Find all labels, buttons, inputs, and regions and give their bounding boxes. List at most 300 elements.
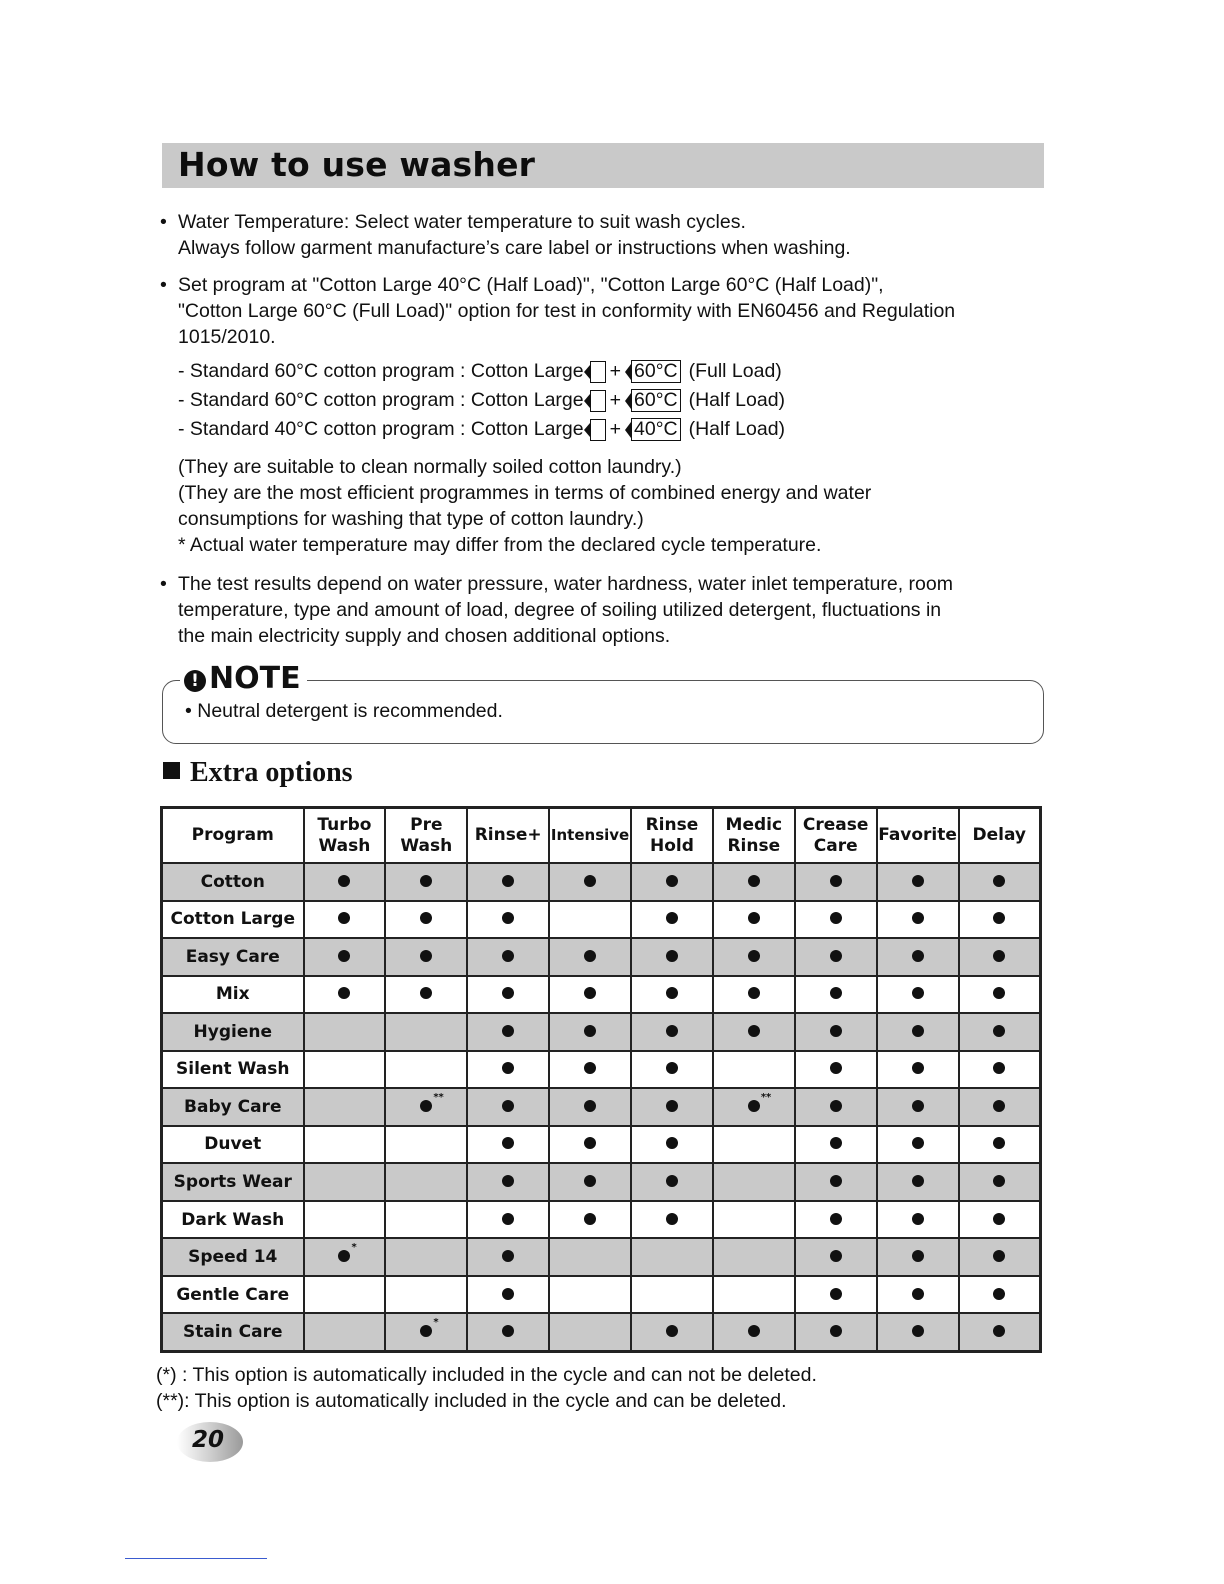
- option-cell: [385, 938, 467, 976]
- option-cell: [467, 1051, 549, 1089]
- option-cell: [959, 1088, 1041, 1126]
- option-cell: [549, 863, 631, 901]
- bullet-text: Set program at "Cotton Large 40°C (Half Load)", "Cotton Large 60°C (Half Load)",: [178, 274, 884, 296]
- bullet-text: "Cotton Large 60°C (Full Load)" option for test in conformity with EN60456 and Regulation: [178, 300, 956, 322]
- note-title: NOTE: [209, 661, 301, 696]
- available-dot-icon: [993, 1325, 1005, 1337]
- option-cell: [304, 901, 386, 939]
- available-dot-icon: [912, 912, 924, 924]
- available-dot-icon: [993, 1213, 1005, 1225]
- plus-sign: +: [609, 389, 621, 411]
- bullet-dot: •: [160, 274, 167, 296]
- option-cell: [959, 1163, 1041, 1201]
- option-cell: [385, 1051, 467, 1089]
- program-button-icon: [590, 361, 606, 383]
- option-cell: [713, 1238, 795, 1276]
- program-button-icon: [590, 390, 606, 412]
- bullet-test-results: [160, 571, 1050, 649]
- program-name: Cotton: [162, 863, 304, 901]
- table-row: [162, 1013, 1041, 1051]
- option-cell: [795, 863, 877, 901]
- option-cell: [549, 1163, 631, 1201]
- bullet-text: temperature, type and amount of load, degree of soiling utilized detergent, fluctuations in: [178, 599, 942, 621]
- note-heading: [180, 661, 307, 697]
- option-cell: [467, 901, 549, 939]
- option-cell: [549, 1313, 631, 1351]
- available-dot-icon: [666, 950, 678, 962]
- program-button-icon: [590, 419, 606, 441]
- available-dot-icon: [420, 1317, 439, 1337]
- option-cell: [631, 1163, 713, 1201]
- bullet-text: Water Temperature: Select water temperature to suit wash cycles.: [178, 211, 746, 233]
- load-label: (Half Load): [688, 389, 786, 411]
- option-cell: [385, 1238, 467, 1276]
- column-header: [631, 808, 713, 864]
- page-number: 20: [192, 1427, 225, 1453]
- available-dot-icon: [748, 1325, 760, 1337]
- column-header-line1: Crease: [802, 814, 869, 835]
- option-cell: [713, 938, 795, 976]
- available-dot-icon: [666, 1062, 678, 1074]
- option-cell: [304, 1201, 386, 1239]
- option-cell: [713, 976, 795, 1014]
- plus-sign: +: [609, 418, 621, 440]
- load-label: (Full Load): [688, 360, 782, 382]
- option-cell: [877, 1126, 959, 1164]
- option-cell: [304, 1163, 386, 1201]
- available-dot-icon: [993, 1025, 1005, 1037]
- option-cell: [877, 1088, 959, 1126]
- standard-program-label: - Standard 40°C cotton program : Cotton Large: [178, 418, 584, 440]
- program-name: Dark Wash: [162, 1201, 304, 1239]
- option-cell: [304, 938, 386, 976]
- available-dot-icon: [830, 1325, 842, 1337]
- temperature-button: 60°C: [631, 389, 681, 412]
- available-dot-icon: [912, 1025, 924, 1037]
- bullet-dot: •: [160, 211, 167, 233]
- available-dot-icon: [830, 1250, 842, 1262]
- available-dot-icon: [748, 987, 760, 999]
- program-name: Hygiene: [162, 1013, 304, 1051]
- table-row: [162, 863, 1041, 901]
- available-dot-icon: [830, 875, 842, 887]
- column-header: [467, 808, 549, 864]
- option-cell: [467, 1088, 549, 1126]
- available-dot-icon: [912, 1100, 924, 1112]
- option-cell: [877, 1013, 959, 1051]
- divider-line: [125, 1558, 267, 1559]
- option-cell: [713, 1013, 795, 1051]
- column-header: [877, 808, 959, 864]
- available-dot-icon: [912, 950, 924, 962]
- option-cell: [549, 1051, 631, 1089]
- available-dot-icon: [912, 1325, 924, 1337]
- option-cell: [304, 863, 386, 901]
- option-cell: [795, 1313, 877, 1351]
- option-cell: [467, 1238, 549, 1276]
- option-cell: [304, 1126, 386, 1164]
- option-cell: [959, 901, 1041, 939]
- remark-text: (They are suitable to clean normally soiled cotton laundry.): [178, 456, 682, 478]
- bullet-text: The test results depend on water pressure, water hardness, water inlet temperature, room: [178, 573, 953, 595]
- option-cell: [549, 1201, 631, 1239]
- available-dot-icon: [830, 950, 842, 962]
- option-cell: [631, 1201, 713, 1239]
- available-dot-icon: [830, 1137, 842, 1149]
- available-dot-icon: [338, 950, 350, 962]
- program-name: Duvet: [162, 1126, 304, 1164]
- option-cell: [631, 901, 713, 939]
- available-dot-icon: [502, 1288, 514, 1300]
- available-dot-icon: [993, 1250, 1005, 1262]
- available-dot-icon: [830, 1288, 842, 1300]
- option-cell: [631, 1276, 713, 1314]
- available-dot-icon: [584, 987, 596, 999]
- available-dot-icon: [584, 1100, 596, 1112]
- option-cell: [385, 1013, 467, 1051]
- available-dot-icon: [502, 875, 514, 887]
- option-cell: [385, 976, 467, 1014]
- available-dot-icon: [912, 1137, 924, 1149]
- option-cell: [959, 1013, 1041, 1051]
- option-cell: [795, 1126, 877, 1164]
- option-cell: [631, 1088, 713, 1126]
- available-dot-icon: [338, 987, 350, 999]
- option-cell: [877, 938, 959, 976]
- column-header: [385, 808, 467, 864]
- option-cell: [385, 1163, 467, 1201]
- available-dot-icon: [666, 875, 678, 887]
- standard-program-label: - Standard 60°C cotton program : Cotton Large: [178, 360, 584, 382]
- option-cell: [877, 863, 959, 901]
- option-cell: [877, 901, 959, 939]
- option-cell: [877, 1163, 959, 1201]
- note-body: Neutral detergent is recommended.: [197, 700, 503, 722]
- option-cell: [304, 1051, 386, 1089]
- available-dot-icon: [748, 1025, 760, 1037]
- available-dot-icon: [912, 1175, 924, 1187]
- option-cell: [795, 1276, 877, 1314]
- temperature-button: 40°C: [631, 418, 681, 441]
- option-cell: [959, 1313, 1041, 1351]
- table-header-row: [162, 808, 1041, 864]
- option-cell: [795, 1201, 877, 1239]
- option-cell: [713, 901, 795, 939]
- option-cell: [959, 1051, 1041, 1089]
- program-name: Stain Care: [162, 1313, 304, 1351]
- available-dot-icon: [830, 987, 842, 999]
- available-dot-icon: [502, 950, 514, 962]
- bullet-text: Always follow garment manufacture’s care label or instructions when washing.: [178, 237, 851, 259]
- column-header-line1: Pre: [410, 814, 443, 835]
- available-dot-icon: [993, 987, 1005, 999]
- column-header: [795, 808, 877, 864]
- available-dot-icon: [502, 1213, 514, 1225]
- available-dot-icon: [666, 1213, 678, 1225]
- remarks: [178, 454, 1048, 558]
- available-dot-icon: [502, 1250, 514, 1262]
- available-dot-icon: [748, 1091, 772, 1112]
- option-cell: [795, 1088, 877, 1126]
- option-cell: [304, 1013, 386, 1051]
- option-cell: [549, 976, 631, 1014]
- option-cell: [877, 976, 959, 1014]
- footnote-double-star: (**): This option is automatically included in the cycle and can be deleted.: [156, 1390, 787, 1412]
- load-label: (Half Load): [688, 418, 786, 440]
- column-header-line1: Rinse: [645, 814, 699, 835]
- option-cell: [549, 938, 631, 976]
- option-cell: [713, 1051, 795, 1089]
- available-dot-icon: [830, 1100, 842, 1112]
- available-dot-icon: [830, 1175, 842, 1187]
- available-dot-icon: [912, 1062, 924, 1074]
- available-dot-icon: [993, 1137, 1005, 1149]
- option-cell: [959, 1126, 1041, 1164]
- column-header-line2: Care: [813, 835, 858, 856]
- table-body: [162, 863, 1041, 1352]
- option-cell: [959, 976, 1041, 1014]
- available-dot-icon: [502, 1100, 514, 1112]
- option-cell: [877, 1201, 959, 1239]
- option-cell: [385, 1088, 467, 1126]
- available-dot-icon: [993, 875, 1005, 887]
- note-text: • Neutral detergent is recommended.: [185, 700, 503, 722]
- available-dot-icon: [502, 1062, 514, 1074]
- option-cell: [631, 1013, 713, 1051]
- column-header-line1: Intensive: [550, 826, 630, 844]
- option-cell: [713, 1163, 795, 1201]
- option-cell: [631, 863, 713, 901]
- program-name: Easy Care: [162, 938, 304, 976]
- available-dot-icon: [912, 1250, 924, 1262]
- available-dot-icon: [666, 1100, 678, 1112]
- option-cell: [304, 1313, 386, 1351]
- program-name: Mix: [162, 976, 304, 1014]
- plus-sign: +: [609, 360, 621, 382]
- available-dot-icon: [502, 912, 514, 924]
- option-cell: [467, 976, 549, 1014]
- option-cell: [467, 863, 549, 901]
- option-cell: [631, 1051, 713, 1089]
- standard-programs: [178, 357, 785, 444]
- option-cell: [467, 1276, 549, 1314]
- option-cell: [304, 1276, 386, 1314]
- option-cell: [713, 1276, 795, 1314]
- footnote-mark: **: [760, 1091, 772, 1103]
- option-cell: [385, 1201, 467, 1239]
- option-cell: [959, 863, 1041, 901]
- option-cell: [467, 1013, 549, 1051]
- remark-text: consumptions for washing that type of cotton laundry.): [178, 508, 644, 530]
- exclamation-icon: !: [184, 670, 206, 692]
- remark-text: * Actual water temperature may differ from the declared cycle temperature.: [178, 534, 822, 556]
- square-bullet-icon: [163, 762, 180, 779]
- table-row: [162, 1276, 1041, 1314]
- option-cell: [795, 1013, 877, 1051]
- option-cell: [713, 1088, 795, 1126]
- available-dot-icon: [748, 950, 760, 962]
- program-name: Speed 14: [162, 1238, 304, 1276]
- bullet-text: 1015/2010.: [178, 326, 276, 348]
- column-header-line1: Favorite: [878, 825, 957, 845]
- available-dot-icon: [912, 987, 924, 999]
- option-cell: [549, 1013, 631, 1051]
- available-dot-icon: [993, 1100, 1005, 1112]
- option-cell: [877, 1276, 959, 1314]
- available-dot-icon: [993, 912, 1005, 924]
- option-cell: [795, 1051, 877, 1089]
- available-dot-icon: [912, 1213, 924, 1225]
- page-title: How to use washer: [178, 145, 536, 184]
- option-cell: [959, 1276, 1041, 1314]
- option-cell: [304, 1238, 386, 1276]
- option-cell: [385, 1126, 467, 1164]
- option-cell: [713, 1313, 795, 1351]
- option-cell: [467, 1201, 549, 1239]
- available-dot-icon: [748, 875, 760, 887]
- column-header-line1: Delay: [972, 825, 1026, 845]
- available-dot-icon: [502, 1137, 514, 1149]
- footnote-single-star: (*) : This option is automatically included in the cycle and can not be deleted.: [156, 1364, 817, 1386]
- option-cell: [877, 1238, 959, 1276]
- bullet-text: the main electricity supply and chosen additional options.: [178, 625, 671, 647]
- program-name: Cotton Large: [162, 901, 304, 939]
- option-cell: [549, 1238, 631, 1276]
- option-cell: [549, 1088, 631, 1126]
- standard-program-label: - Standard 60°C cotton program : Cotton Large: [178, 389, 584, 411]
- available-dot-icon: [666, 1175, 678, 1187]
- available-dot-icon: [502, 1325, 514, 1337]
- footnote-mark: **: [433, 1091, 444, 1103]
- available-dot-icon: [338, 1242, 357, 1262]
- table-row: [162, 1163, 1041, 1201]
- option-cell: [467, 1126, 549, 1164]
- extra-options-table: [160, 806, 1042, 1353]
- available-dot-icon: [420, 950, 432, 962]
- option-cell: [795, 938, 877, 976]
- table-row: [162, 1051, 1041, 1089]
- available-dot-icon: [584, 1213, 596, 1225]
- available-dot-icon: [420, 912, 432, 924]
- option-cell: [631, 1238, 713, 1276]
- program-name: Silent Wash: [162, 1051, 304, 1089]
- available-dot-icon: [666, 912, 678, 924]
- option-cell: [467, 1313, 549, 1351]
- standard-program-row: [178, 357, 785, 386]
- column-header: [959, 808, 1041, 864]
- option-cell: [795, 1163, 877, 1201]
- option-cell: [959, 1238, 1041, 1276]
- program-name: Baby Care: [162, 1088, 304, 1126]
- footnote-mark: *: [351, 1242, 357, 1254]
- available-dot-icon: [502, 987, 514, 999]
- table-row: [162, 901, 1041, 939]
- table-row: [162, 938, 1041, 976]
- available-dot-icon: [912, 875, 924, 887]
- option-cell: [959, 938, 1041, 976]
- option-cell: [713, 863, 795, 901]
- available-dot-icon: [584, 1137, 596, 1149]
- bullet-dot: •: [160, 573, 167, 595]
- extra-options-heading: [163, 757, 353, 789]
- available-dot-icon: [584, 875, 596, 887]
- available-dot-icon: [420, 987, 432, 999]
- option-cell: [795, 976, 877, 1014]
- available-dot-icon: [666, 1325, 678, 1337]
- bullet-water-temperature: [160, 209, 1050, 261]
- available-dot-icon: [584, 1062, 596, 1074]
- standard-program-row: [178, 386, 785, 415]
- option-cell: [304, 1088, 386, 1126]
- program-name: Gentle Care: [162, 1276, 304, 1314]
- column-header: [713, 808, 795, 864]
- available-dot-icon: [830, 1213, 842, 1225]
- available-dot-icon: [502, 1175, 514, 1187]
- available-dot-icon: [830, 912, 842, 924]
- column-header-line1: Rinse+: [474, 825, 542, 845]
- option-cell: [385, 1313, 467, 1351]
- option-cell: [549, 1276, 631, 1314]
- option-cell: [713, 1126, 795, 1164]
- option-cell: [631, 976, 713, 1014]
- available-dot-icon: [993, 1062, 1005, 1074]
- option-cell: [877, 1313, 959, 1351]
- column-header-line2: Wash: [318, 835, 371, 856]
- option-cell: [385, 901, 467, 939]
- table-row: [162, 1126, 1041, 1164]
- column-header-line2: Hold: [649, 835, 694, 856]
- column-header: [162, 808, 304, 864]
- table-row: [162, 1088, 1041, 1126]
- available-dot-icon: [338, 875, 350, 887]
- extra-options-title: Extra options: [190, 757, 353, 788]
- program-name: Sports Wear: [162, 1163, 304, 1201]
- available-dot-icon: [993, 950, 1005, 962]
- available-dot-icon: [338, 912, 350, 924]
- column-header: [549, 808, 631, 864]
- available-dot-icon: [584, 1175, 596, 1187]
- available-dot-icon: [666, 1025, 678, 1037]
- option-cell: [385, 863, 467, 901]
- available-dot-icon: [584, 950, 596, 962]
- option-cell: [385, 1276, 467, 1314]
- available-dot-icon: [993, 1288, 1005, 1300]
- title-bar: [162, 143, 1044, 188]
- option-cell: [713, 1201, 795, 1239]
- available-dot-icon: [502, 1025, 514, 1037]
- bullet-test-program: [160, 272, 1050, 350]
- available-dot-icon: [912, 1288, 924, 1300]
- available-dot-icon: [420, 1091, 444, 1112]
- option-cell: [795, 901, 877, 939]
- available-dot-icon: [666, 1137, 678, 1149]
- available-dot-icon: [666, 987, 678, 999]
- option-cell: [631, 1313, 713, 1351]
- column-header-line1: Turbo: [317, 814, 372, 835]
- available-dot-icon: [584, 1025, 596, 1037]
- temperature-button: 60°C: [631, 360, 681, 383]
- option-cell: [631, 938, 713, 976]
- standard-program-row: [178, 415, 785, 444]
- option-cell: [467, 1163, 549, 1201]
- option-cell: [549, 901, 631, 939]
- option-cell: [877, 1051, 959, 1089]
- table-row: [162, 976, 1041, 1014]
- available-dot-icon: [420, 875, 432, 887]
- option-cell: [959, 1201, 1041, 1239]
- column-header-line2: Wash: [400, 835, 453, 856]
- available-dot-icon: [830, 1025, 842, 1037]
